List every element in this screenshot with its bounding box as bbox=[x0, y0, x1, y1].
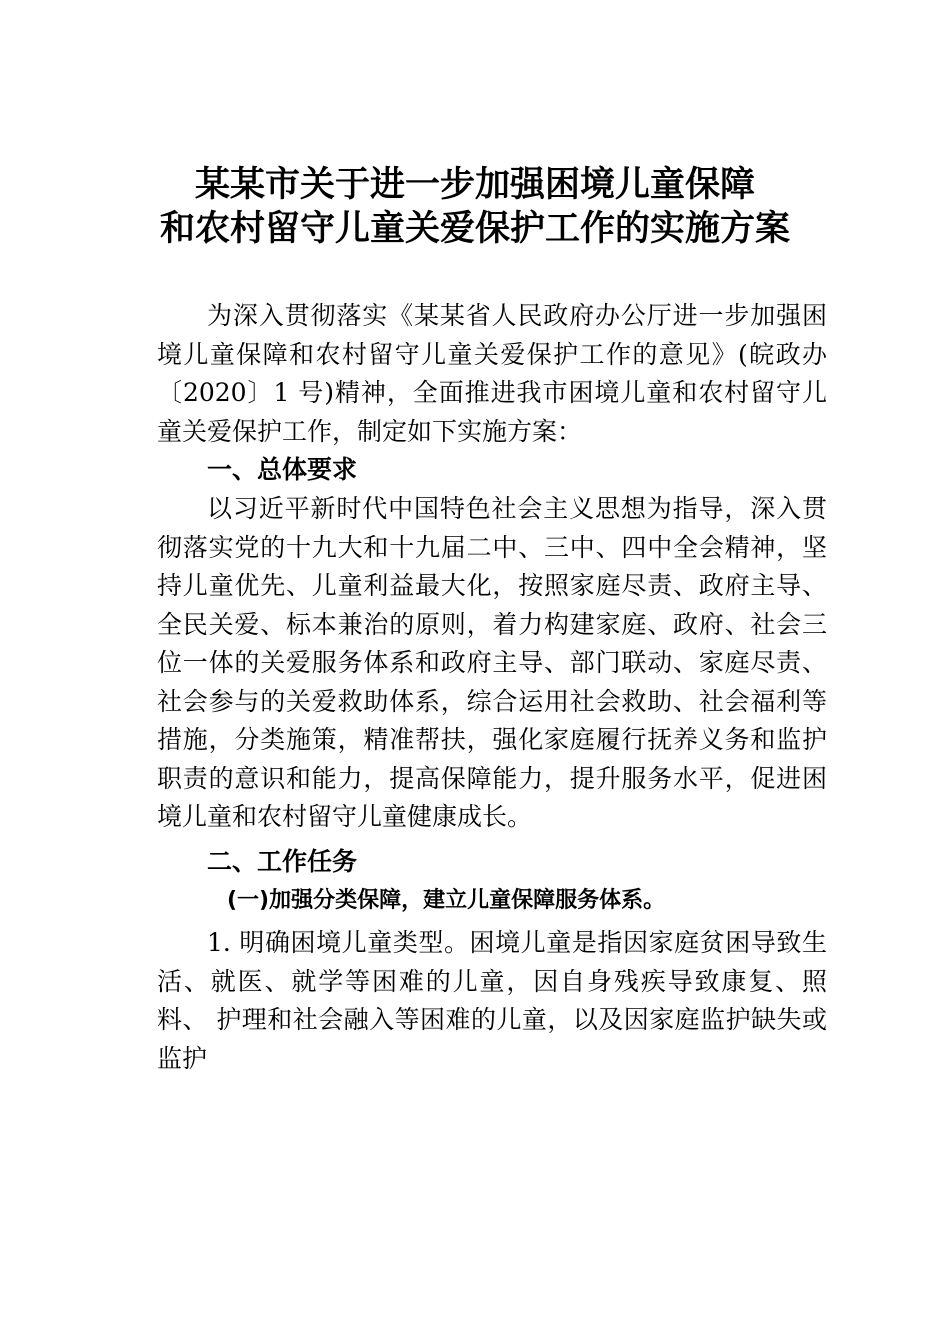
general-requirements-paragraph: 以习近平新时代中国特色社会主义思想为指导，深入贯彻落实党的十九大和十九届二中、三中、四中全会精神，坚持儿童优先、儿童利益最大化，按照家庭尽责、政府主导、全民关爱、标本兼治的原则，着力构建家庭、政府、社会三位一体的关爱服务体系和政府主导、部门联动、家庭尽责、社会参与的关爱救助体系，综合运用社会救助、社会福利等措施，分类施策，精准帮扶，强化家庭履行抚养义务和监护职责的意识和能力，提高保障能力，提升服务水平，促进困境儿童和农村留守儿童健康成长。 bbox=[157, 494, 827, 831]
section-heading-general-requirements: 一、总体要求 bbox=[207, 455, 358, 484]
intro-paragraph: 为深入贯彻落实《某某省人民政府办公厅进一步加强困境儿童保障和农村留守儿童关爱保护工作的意见》(皖政办〔2020〕1 号)精神，全面推进我市困境儿童和农村留守儿童关爱保护工作，制定如下实施方案： bbox=[157, 301, 827, 446]
document-title-line-1: 某某市关于进一步加强困境儿童保障 bbox=[194, 165, 755, 205]
section-heading-work-tasks: 二、工作任务 bbox=[207, 847, 358, 876]
item-1-paragraph: 1. 明确困境儿童类型。困境儿童是指因家庭贫困导致生活、就医、就学等困难的儿童，因自身残疾导致康复、照料、 护理和社会融入等困难的儿童，以及因家庭监护缺失或监护 bbox=[157, 928, 827, 1073]
subsection-heading-classified-protection: (一)加强分类保障，建立儿童保障服务体系。 bbox=[227, 888, 666, 913]
document-title-line-2: 和农村留守儿童关爱保护工作的实施方案 bbox=[159, 209, 790, 249]
